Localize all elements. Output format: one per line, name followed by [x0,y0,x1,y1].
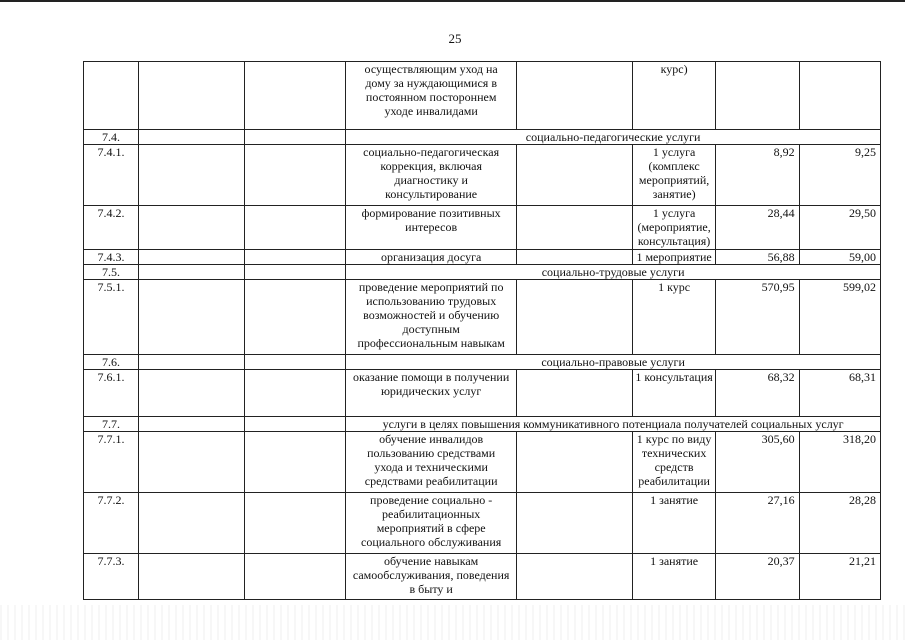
row-number: 7.7.2. [84,493,139,554]
tariff-value-2: 68,31 [799,370,880,417]
unit-of-service: 1 занятие [632,493,715,554]
service-name: формирование позитивных интересов [346,206,517,250]
empty-cell [517,493,633,554]
empty-cell [244,554,346,600]
empty-cell [138,206,244,250]
service-name: осуществляющим уход на дому за нуждающимися в постоянном постороннем уходе инвалидами [346,62,517,130]
section-row [84,265,881,280]
empty-cell [244,206,346,250]
table-row [84,206,881,250]
table-row [84,250,881,265]
unit-of-service: 1 услуга (мероприятие, консультация) [632,206,715,250]
tariff-value-2: 28,28 [799,493,880,554]
row-number: 7.5.1. [84,280,139,355]
table-row [84,432,881,493]
service-name: организация досуга [346,250,517,265]
empty-cell [244,145,346,206]
empty-cell [517,432,633,493]
empty-cell [138,370,244,417]
empty-cell [138,493,244,554]
table-row [84,62,881,130]
empty-cell [517,145,633,206]
row-number: 7.4.2. [84,206,139,250]
tariff-value-2: 9,25 [799,145,880,206]
empty-cell [138,62,244,130]
table-row [84,554,881,600]
section-title: социально-педагогические услуги [346,130,881,145]
section-row [84,355,881,370]
section-row [84,417,881,432]
tariff-value-2: 59,00 [799,250,880,265]
empty-cell [244,265,346,280]
row-number: 7.7.3. [84,554,139,600]
service-name: проведение социально - реабилитационных мероприятий в сфере социального обслуживания [346,493,517,554]
tariff-value-1: 8,92 [716,145,799,206]
empty-cell [517,250,633,265]
tariff-value-2: 29,50 [799,206,880,250]
unit-of-service: 1 занятие [632,554,715,600]
unit-of-service: 1 курс [632,280,715,355]
empty-cell [138,145,244,206]
empty-cell [138,265,244,280]
tariff-table-sheet [83,61,881,597]
empty-cell [517,62,633,130]
tariff-value-1: 28,44 [716,206,799,250]
empty-cell [244,493,346,554]
table-row [84,493,881,554]
unit-of-service: 1 консультация [632,370,715,417]
row-number: 7.6.1. [84,370,139,417]
section-number: 7.4. [84,130,139,145]
unit-of-service: 1 курс по виду технических средств реабилитации [632,432,715,493]
unit-of-service: курс) [632,62,715,130]
section-title: социально-трудовые услуги [346,265,881,280]
tariff-table [83,61,881,600]
empty-cell [138,355,244,370]
empty-cell [138,280,244,355]
section-number: 7.5. [84,265,139,280]
section-number: 7.6. [84,355,139,370]
table-body [84,62,881,600]
empty-cell [244,130,346,145]
service-name: обучение инвалидов пользованию средствами ухода и техническими средствами реабилитации [346,432,517,493]
empty-cell [138,432,244,493]
empty-cell [244,417,346,432]
empty-cell [517,280,633,355]
empty-cell [244,250,346,265]
table-row [84,280,881,355]
service-name: обучение навыкам самообслуживания, поведения в быту и [346,554,517,600]
tariff-value-1: 27,16 [716,493,799,554]
empty-cell [517,554,633,600]
tariff-value-2: 599,02 [799,280,880,355]
service-name: оказание помощи в получении юридических услуг [346,370,517,417]
service-name: проведение мероприятий по использованию трудовых возможностей и обучению доступным профессиональным навыкам [346,280,517,355]
empty-cell [138,250,244,265]
row-number [84,62,139,130]
row-number: 7.4.3. [84,250,139,265]
empty-cell [244,370,346,417]
empty-cell [138,554,244,600]
service-name: социально-педагогическая коррекция, включая диагностику и консультирование [346,145,517,206]
table-row [84,370,881,417]
tariff-value-2: 318,20 [799,432,880,493]
section-number: 7.7. [84,417,139,432]
tariff-value-1: 570,95 [716,280,799,355]
unit-of-service: 1 мероприятие [632,250,715,265]
row-number: 7.7.1. [84,432,139,493]
tariff-value-1: 68,32 [716,370,799,417]
tariff-value-2: 21,21 [799,554,880,600]
section-title: социально-правовые услуги [346,355,881,370]
row-number: 7.4.1. [84,145,139,206]
empty-cell [244,432,346,493]
scan-margin [0,605,905,640]
tariff-value-2 [799,62,880,130]
empty-cell [244,355,346,370]
empty-cell [517,370,633,417]
section-title: услуги в целях повышения коммуникативного потенциала получателей социальных услуг [346,417,881,432]
page-number: 25 [448,31,462,46]
empty-cell [244,280,346,355]
empty-cell [138,130,244,145]
empty-cell [517,206,633,250]
section-row [84,130,881,145]
empty-cell [244,62,346,130]
unit-of-service: 1 услуга (комплекс мероприятий, занятие) [632,145,715,206]
tariff-value-1: 305,60 [716,432,799,493]
page-top-edge [0,0,905,2]
tariff-value-1: 56,88 [716,250,799,265]
table-row [84,145,881,206]
empty-cell [138,417,244,432]
tariff-value-1: 20,37 [716,554,799,600]
tariff-value-1 [716,62,799,130]
